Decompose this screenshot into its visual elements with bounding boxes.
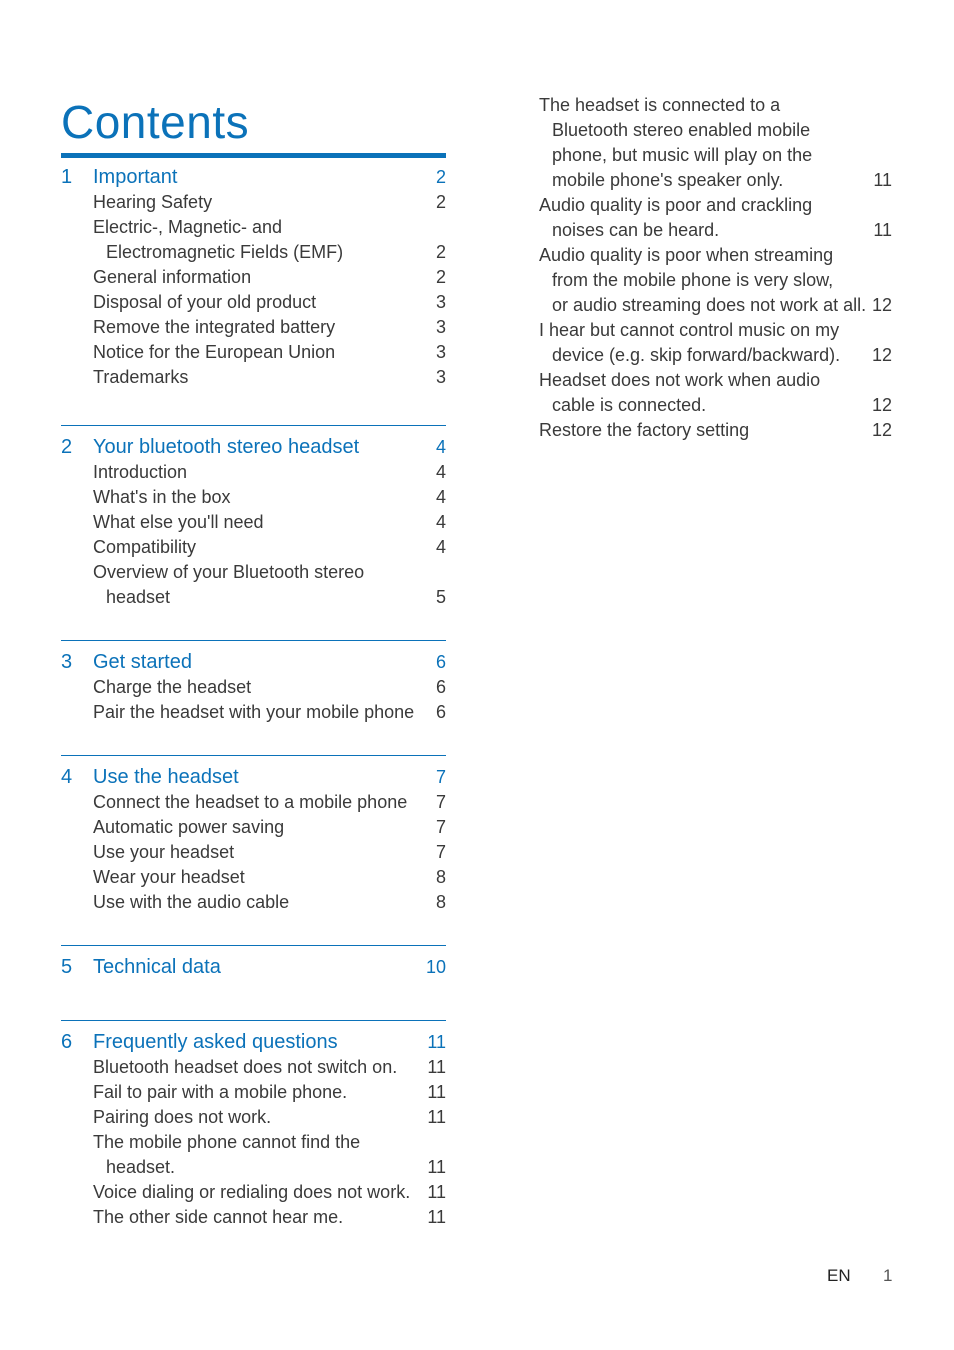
toc-entry-page: 11	[427, 1157, 446, 1177]
toc-section-number: 3	[61, 651, 73, 673]
toc-entry-text: Introduction	[93, 462, 188, 482]
toc-entry[interactable]	[539, 193, 892, 243]
toc-entry-page: 12	[871, 345, 892, 365]
toc-section-heading[interactable]	[61, 765, 446, 790]
toc-section-page: 10	[425, 957, 446, 977]
toc-entry-text: cable is connected.	[552, 395, 707, 415]
toc-entry-text: Electromagnetic Fields (EMF)	[106, 242, 344, 262]
toc-entry-text: General information	[93, 267, 252, 287]
toc-section	[61, 425, 446, 640]
toc-entry-text: What else you'll need	[93, 512, 264, 532]
toc-right-column	[539, 93, 892, 443]
toc-left-column	[61, 153, 446, 1230]
footer-language: EN	[827, 1266, 851, 1285]
toc-section-number: 4	[61, 766, 73, 788]
toc-entry[interactable]	[61, 700, 446, 725]
toc-entry-text: Charge the headset	[93, 677, 252, 697]
toc-section	[61, 640, 446, 755]
toc-entry[interactable]	[61, 1130, 446, 1180]
toc-entry-page: 12	[871, 395, 892, 415]
toc-entry[interactable]	[61, 290, 446, 315]
toc-entry-page: 11	[427, 1082, 446, 1102]
toc-entry-text: Headset does not work when audio	[539, 370, 821, 390]
toc-entry-text: Voice dialing or redialing does not work.	[93, 1182, 411, 1202]
toc-entry-text: Use with the audio cable	[93, 892, 290, 912]
toc-entry-text: Automatic power saving	[93, 817, 285, 837]
toc-entry[interactable]	[61, 460, 446, 485]
toc-entry[interactable]	[539, 418, 892, 443]
toc-section-heading[interactable]	[61, 650, 446, 675]
toc-entry-text: Hearing Safety	[93, 192, 213, 212]
toc-entry-text: headset	[106, 587, 171, 607]
toc-section-title: Important	[93, 166, 178, 188]
toc-section-heading[interactable]	[61, 165, 446, 190]
toc-entry-page: 4	[435, 512, 446, 532]
toc-entry-page: 3	[435, 292, 446, 312]
toc-section-page: 4	[435, 437, 446, 457]
toc-entry-text: The other side cannot hear me.	[93, 1207, 344, 1227]
toc-section-number: 1	[61, 166, 73, 188]
toc-entry-text: Compatibility	[93, 537, 197, 557]
toc-entry-page: 2	[435, 192, 446, 212]
toc-section-title: Get started	[93, 651, 192, 673]
toc-entry-page: 11	[873, 220, 892, 240]
toc-entry-text: Notice for the European Union	[93, 342, 336, 362]
toc-entry-text: What's in the box	[93, 487, 231, 507]
toc-entry-page: 11	[427, 1107, 446, 1127]
toc-entry[interactable]	[61, 560, 446, 610]
toc-entry-text: Connect the headset to a mobile phone	[93, 792, 408, 812]
toc-entry-text: Pair the headset with your mobile phone	[93, 702, 415, 722]
toc-entry-text: phone, but music will play on the	[552, 145, 813, 165]
toc-entry-text: Bluetooth headset does not switch on.	[93, 1057, 398, 1077]
toc-entry[interactable]	[61, 1055, 446, 1080]
toc-entry-page: 4	[435, 462, 446, 482]
toc-entry-text: headset.	[106, 1157, 176, 1177]
toc-section-title: Technical data	[93, 956, 221, 978]
toc-entry-text: Fail to pair with a mobile phone.	[93, 1082, 348, 1102]
toc-entry[interactable]	[61, 510, 446, 535]
toc-entry-text: Use your headset	[93, 842, 235, 862]
toc-entry-page: 12	[871, 420, 892, 440]
toc-entry[interactable]	[61, 365, 446, 390]
toc-section	[61, 755, 446, 945]
toc-entry-page: 8	[435, 892, 446, 912]
toc-entry[interactable]	[61, 1205, 446, 1230]
toc-entry-page: 7	[435, 842, 446, 862]
toc-entry-page: 12	[871, 295, 892, 315]
toc-entry-text: Bluetooth stereo enabled mobile	[552, 120, 811, 140]
toc-entry[interactable]	[61, 485, 446, 510]
toc-entry[interactable]	[61, 1105, 446, 1130]
toc-entry-text: Remove the integrated battery	[93, 317, 336, 337]
toc-entry[interactable]	[61, 675, 446, 700]
toc-entry-text: Disposal of your old product	[93, 292, 317, 312]
toc-entry-text: Audio quality is poor and crackling	[539, 195, 813, 215]
page-title: Contents	[61, 95, 250, 148]
toc-entry-page: 11	[873, 170, 892, 190]
toc-entry-page: 11	[427, 1207, 446, 1227]
toc-entry[interactable]	[61, 890, 446, 915]
toc-entry[interactable]	[61, 190, 446, 215]
toc-entry-text: or audio streaming does not work at all.	[552, 295, 867, 315]
toc-entry-text: I hear but cannot control music on my	[539, 320, 840, 340]
toc-section	[61, 1020, 446, 1230]
toc-section-title: Your bluetooth stereo headset	[93, 436, 360, 458]
toc-entry[interactable]	[61, 215, 446, 265]
toc-entry[interactable]	[61, 340, 446, 365]
toc-section-number: 5	[61, 956, 73, 978]
toc-entry-text: Wear your headset	[93, 867, 245, 887]
toc-section-title: Frequently asked questions	[93, 1031, 338, 1053]
toc-entry[interactable]	[539, 318, 892, 368]
toc-section-number: 2	[61, 436, 73, 458]
toc-entry-text: device (e.g. skip forward/backward).	[552, 345, 841, 365]
toc-entry[interactable]	[61, 790, 446, 815]
toc-entry-page: 11	[427, 1057, 446, 1077]
toc-section-heading[interactable]	[61, 435, 446, 460]
toc-entry-page: 7	[435, 817, 446, 837]
toc-entry[interactable]	[539, 368, 892, 418]
toc-entry-page: 3	[435, 367, 446, 387]
toc-entry-text: Electric-, Magnetic- and	[93, 217, 283, 237]
toc-section-page: 2	[435, 167, 446, 187]
toc-entry-page: 3	[435, 317, 446, 337]
toc-entry[interactable]	[61, 815, 446, 840]
toc-entry-page: 4	[435, 487, 446, 507]
toc-section-heading[interactable]	[61, 955, 446, 980]
toc-entry[interactable]	[539, 93, 892, 193]
toc-entry-page: 2	[435, 267, 446, 287]
toc-entry-text: The headset is connected to a	[539, 95, 781, 115]
toc-section-heading[interactable]	[61, 1030, 446, 1055]
toc-section	[61, 153, 446, 425]
toc-entry-page: 8	[435, 867, 446, 887]
toc-entry[interactable]	[539, 243, 892, 318]
toc-entry[interactable]	[61, 1080, 446, 1105]
toc-entry-page: 6	[435, 702, 446, 722]
toc-entry-text: noises can be heard.	[552, 220, 720, 240]
toc-entry-text: mobile phone's speaker only.	[552, 170, 784, 190]
toc-entry-page: 6	[435, 677, 446, 697]
toc-entry-text: The mobile phone cannot find the	[93, 1132, 361, 1152]
toc-entry-text: Trademarks	[93, 367, 189, 387]
toc-entry-text: Pairing does not work.	[93, 1107, 272, 1127]
toc-section-page: 7	[435, 767, 446, 787]
toc-entry-text: Overview of your Bluetooth stereo	[93, 562, 365, 582]
toc-entry[interactable]	[61, 840, 446, 865]
toc-entry-page: 2	[435, 242, 446, 262]
toc-section-number: 6	[61, 1031, 73, 1053]
toc-entry-page: 11	[427, 1182, 446, 1202]
toc-section-page: 11	[427, 1032, 446, 1052]
toc-entry-page: 5	[435, 587, 446, 607]
toc-entry-text: from the mobile phone is very slow,	[552, 270, 834, 290]
toc-entry[interactable]	[61, 265, 446, 290]
toc-entry-page: 4	[435, 537, 446, 557]
toc-entry-text: Restore the factory setting	[539, 420, 750, 440]
toc-entry[interactable]	[61, 1180, 446, 1205]
toc-entry[interactable]	[61, 535, 446, 560]
toc-section-page: 6	[435, 652, 446, 672]
footer-page-number: 1	[883, 1266, 893, 1285]
toc-entry[interactable]	[61, 865, 446, 890]
toc-section	[61, 945, 446, 1020]
toc-entry[interactable]	[61, 315, 446, 340]
toc-entry-page: 3	[435, 342, 446, 362]
toc-entry-text: Audio quality is poor when streaming	[539, 245, 834, 265]
toc-section-title: Use the headset	[93, 766, 239, 788]
toc-entry-page: 7	[435, 792, 446, 812]
